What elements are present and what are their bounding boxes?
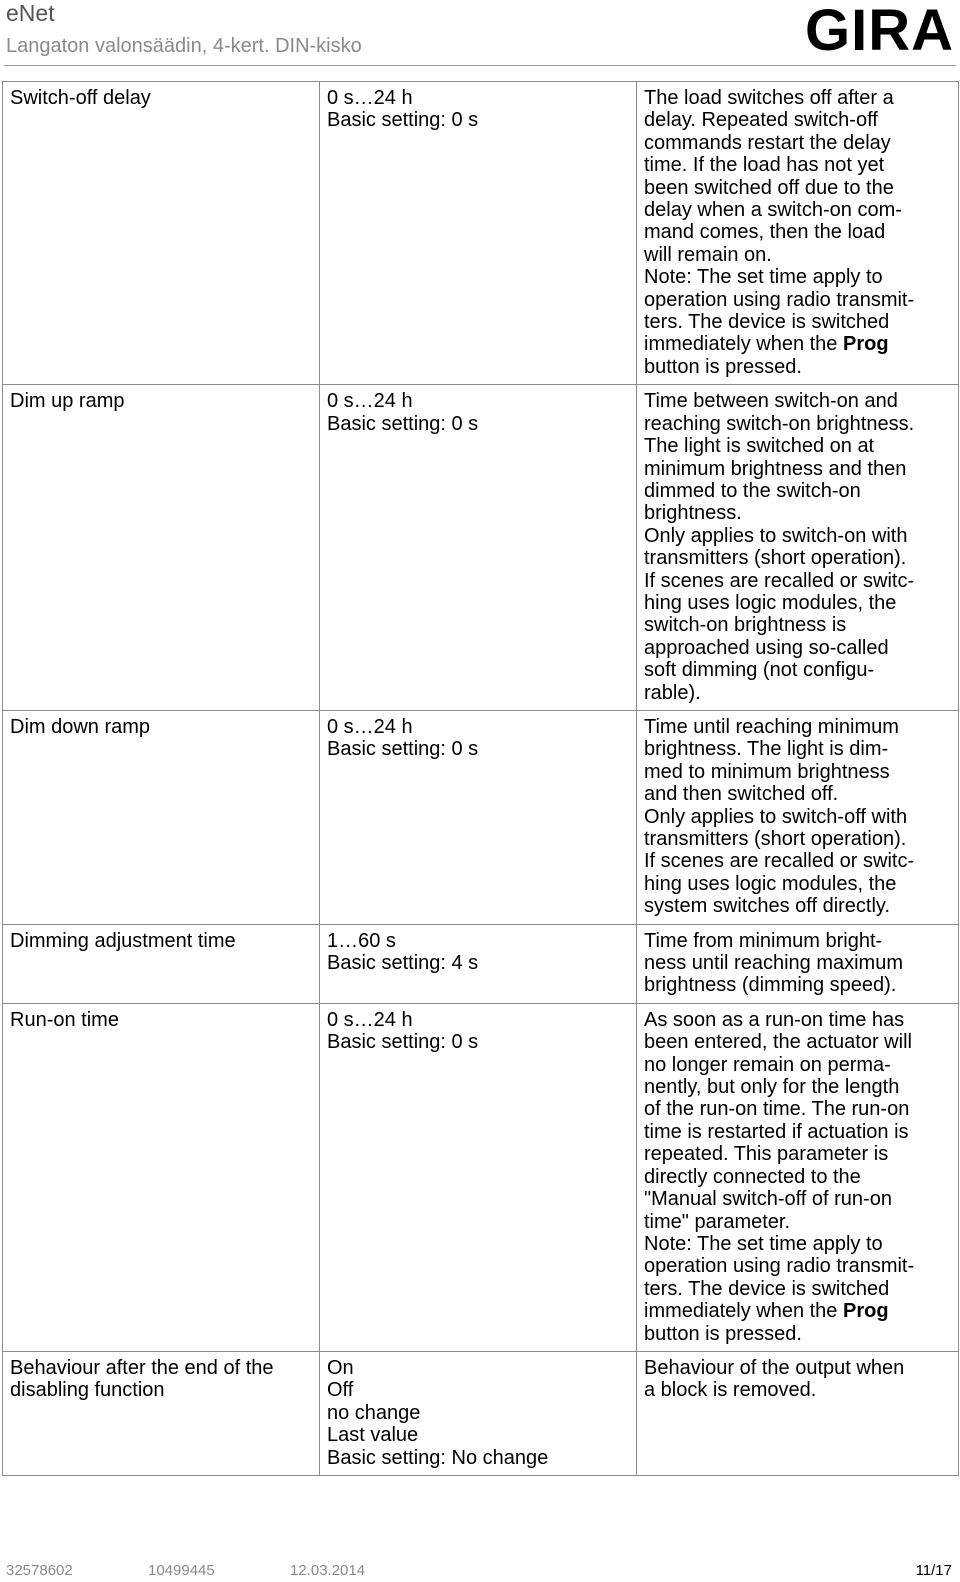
description-line: hing uses logic modules, the xyxy=(644,872,897,895)
value-range: 1…60 s xyxy=(327,929,396,952)
parameter-name-line: Behaviour after the end of the xyxy=(10,1356,274,1379)
parameter-name-cell xyxy=(3,924,320,1003)
parameter-name-cell xyxy=(3,710,320,924)
parameter-values-cell xyxy=(320,924,637,1003)
basic-setting: Basic setting: No change xyxy=(327,1446,549,1469)
description-line: commands restart the delay xyxy=(644,131,891,154)
description-line: system switches off directly. xyxy=(644,895,890,918)
parameter-description-cell xyxy=(637,1351,959,1475)
footer-date: 12.03.2014 xyxy=(290,1562,366,1579)
footer-article-number: 10499445 xyxy=(148,1562,215,1579)
parameter-name-cell xyxy=(3,1351,320,1475)
description-line: rable). xyxy=(644,681,701,704)
footer-page-number: 11/17 xyxy=(915,1562,952,1579)
description-line: As soon as a run-on time has xyxy=(644,1008,905,1031)
description-line: been switched off due to the xyxy=(644,176,894,199)
description-line: Only applies to switch-off with xyxy=(644,805,908,828)
description-line: ters. The device is switched xyxy=(644,1277,890,1300)
prog-button-label: Prog xyxy=(842,333,889,356)
description-line: directly connected to the xyxy=(644,1165,861,1188)
table-row xyxy=(3,82,959,385)
description-line: time" parameter. xyxy=(644,1210,791,1233)
parameter-values-cell xyxy=(320,385,637,711)
description-line: transmitters (short operation). xyxy=(644,828,907,850)
parameter-name: Run-on time xyxy=(10,1008,119,1031)
description-line: button is pressed. xyxy=(644,355,802,378)
description-line: mand comes, then the load xyxy=(644,221,886,244)
table-row xyxy=(3,924,959,1003)
gira-logo: GIRA xyxy=(805,0,954,63)
parameter-name-line: disabling function xyxy=(10,1379,165,1402)
description-line: a block is removed. xyxy=(644,1379,817,1402)
parameter-description-cell xyxy=(637,924,959,1003)
parameter-name: Switch-off delay xyxy=(10,87,151,109)
value-range: 0 s…24 h xyxy=(327,87,413,109)
parameter-description-cell xyxy=(637,1003,959,1351)
value-option: Off xyxy=(327,1379,354,1402)
value-option: no change xyxy=(327,1401,421,1424)
description-line: soft dimming (not configu- xyxy=(644,659,875,682)
description-line: Note: The set time apply to xyxy=(644,266,883,289)
description-line: ters. The device is switched xyxy=(644,311,890,334)
description-line: Time from minimum bright- xyxy=(644,929,883,952)
basic-setting: Basic setting: 0 s xyxy=(327,1031,479,1054)
description-line: of the run-on time. The run-on xyxy=(644,1098,910,1121)
table-row xyxy=(3,385,959,711)
description-line: repeated. This parameter is xyxy=(644,1143,889,1166)
header-divider xyxy=(4,65,956,66)
table-row xyxy=(3,1003,959,1351)
basic-setting: Basic setting: 0 s xyxy=(327,109,479,132)
parameter-name: Dim up ramp xyxy=(10,390,125,413)
description-line: If scenes are recalled or switc- xyxy=(644,850,915,873)
footer-document-number: 32578602 xyxy=(6,1562,73,1579)
value-option: On xyxy=(327,1356,354,1379)
description-line: med to minimum brightness xyxy=(644,760,890,783)
description-line-with-bold xyxy=(644,1300,954,1322)
description-line: delay when a switch-on com- xyxy=(644,199,902,222)
table-row xyxy=(3,1351,959,1475)
description-line: If scenes are recalled or switc- xyxy=(644,569,915,592)
parameter-name-cell xyxy=(3,385,320,711)
description-line: "Manual switch-off of run-on xyxy=(644,1188,892,1211)
description-text: immediately when the xyxy=(644,333,843,356)
parameter-values-cell xyxy=(320,710,637,924)
description-line: dimmed to the switch-on xyxy=(644,479,861,502)
description-line: operation using radio transmit- xyxy=(644,288,915,311)
basic-setting: Basic setting: 4 s xyxy=(327,952,479,975)
basic-setting: Basic setting: 0 s xyxy=(327,738,479,761)
parameter-name: Dimming adjustment time xyxy=(10,929,236,952)
description-line: and then switched off. xyxy=(644,783,839,806)
description-line: Only applies to switch-on with xyxy=(644,524,908,547)
parameter-values-cell xyxy=(320,1003,637,1351)
prog-button-label: Prog xyxy=(842,1300,889,1323)
description-line: delay. Repeated switch-off xyxy=(644,109,878,132)
parameter-values-cell xyxy=(320,82,637,385)
description-line: minimum brightness and then xyxy=(644,457,907,480)
description-line: transmitters (short operation). xyxy=(644,547,907,570)
table-row xyxy=(3,710,959,924)
description-line: brightness. The light is dim- xyxy=(644,738,889,761)
description-line: been entered, the actuator will xyxy=(644,1031,912,1054)
value-range: 0 s…24 h xyxy=(327,1008,413,1031)
description-line: operation using radio transmit- xyxy=(644,1255,915,1278)
description-line: The load switches off after a xyxy=(644,87,894,109)
description-line: reaching switch-on brightness. xyxy=(644,412,915,435)
description-line: no longer remain on perma- xyxy=(644,1053,891,1076)
description-line: time. If the load has not yet xyxy=(644,154,885,177)
description-line: Time between switch-on and xyxy=(644,390,898,413)
description-line: time is restarted if actuation is xyxy=(644,1120,909,1143)
description-line: Time until reaching minimum xyxy=(644,715,899,738)
description-line: ness until reaching maximum xyxy=(644,952,903,975)
description-line: nently, but only for the length xyxy=(644,1076,900,1099)
document-subtitle: Langaton valonsäädin, 4-kert. DIN-kisko xyxy=(6,35,362,57)
parameter-description-cell xyxy=(637,385,959,711)
value-option: Last value xyxy=(327,1424,419,1447)
parameter-description-cell xyxy=(637,710,959,924)
description-line: brightness. xyxy=(644,502,742,525)
description-text: immediately when the xyxy=(644,1300,843,1323)
parameter-name: Dim down ramp xyxy=(10,715,151,738)
description-line: hing uses logic modules, the xyxy=(644,591,897,614)
description-line: The light is switched on at xyxy=(644,435,875,458)
basic-setting: Basic setting: 0 s xyxy=(327,412,479,435)
parameter-table xyxy=(2,81,959,1476)
value-range: 0 s…24 h xyxy=(327,715,413,738)
description-line: will remain on. xyxy=(644,243,772,266)
parameter-values-cell xyxy=(320,1351,637,1475)
parameter-name-cell xyxy=(3,82,320,385)
brand-name: eNet xyxy=(6,0,55,26)
description-line: Note: The set time apply to xyxy=(644,1232,883,1255)
description-line: switch-on brightness is xyxy=(644,614,847,637)
description-line: button is pressed. xyxy=(644,1322,802,1345)
description-line-with-bold xyxy=(644,333,954,355)
parameter-name-cell xyxy=(3,1003,320,1351)
description-line: approached using so-called xyxy=(644,636,889,659)
parameter-description-cell xyxy=(637,82,959,385)
description-line: brightness (dimming speed). xyxy=(644,974,897,997)
value-range: 0 s…24 h xyxy=(327,390,413,413)
description-line: Behaviour of the output when xyxy=(644,1356,905,1379)
